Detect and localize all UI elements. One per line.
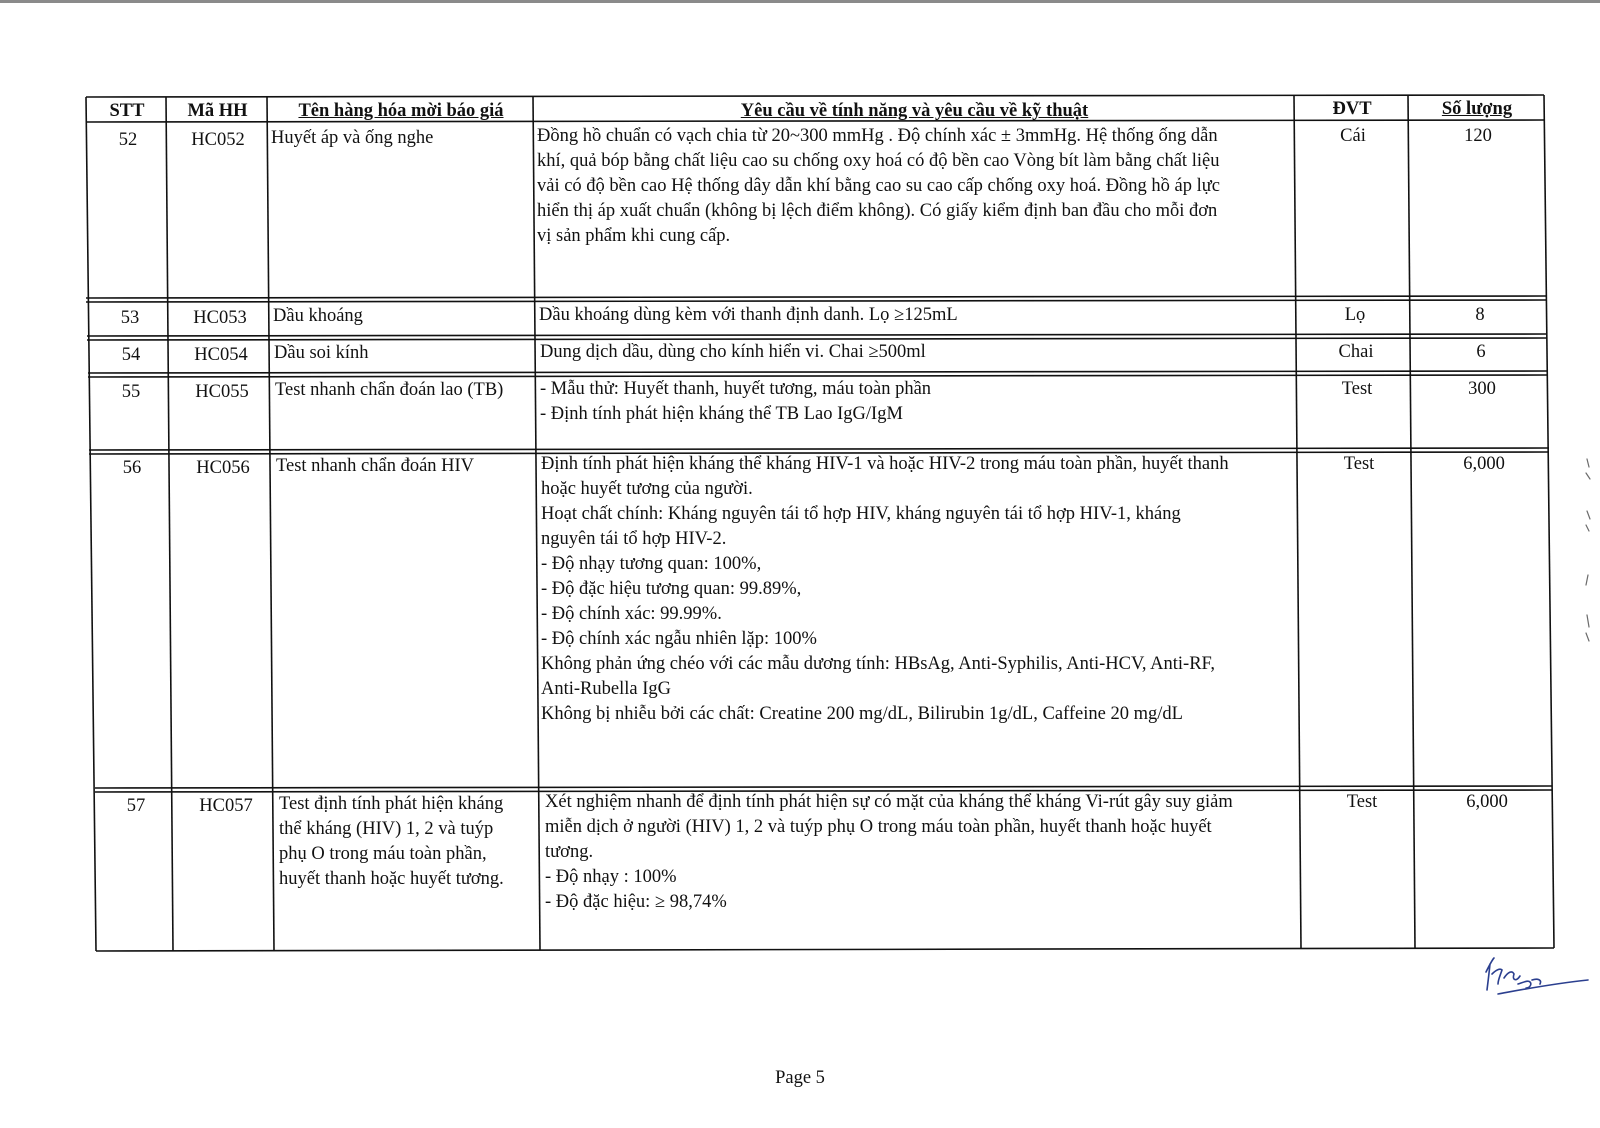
row-56-name bbox=[276, 454, 474, 479]
row-57-name-line-3: phụ O trong máu toàn phần, bbox=[279, 844, 487, 864]
row-56-req-line-5: - Độ nhạy tương quan: 100%, bbox=[541, 554, 762, 574]
row-53-stt: 53 bbox=[120, 308, 140, 328]
row-54-quantity: 6 bbox=[1476, 342, 1486, 362]
row-54-req-line-1: Dung dịch dầu, dùng cho kính hiển vi. Chai ≥500ml bbox=[540, 342, 926, 362]
row-52-unit: Cái bbox=[1340, 126, 1366, 146]
row-54-code: HC054 bbox=[194, 345, 248, 365]
row-56-stt: 56 bbox=[122, 458, 142, 478]
row-52-req-line-5: vị sản phẩm khi cung cấp. bbox=[537, 226, 731, 246]
row-57-unit: Test bbox=[1346, 792, 1378, 812]
row-56-code: HC056 bbox=[196, 458, 250, 478]
row-56-req-line-9: Không phản ứng chéo với các mẫu dương tính: HBsAg, Anti-Syphilis, Anti-HCV, Anti-RF, bbox=[541, 654, 1215, 674]
row-55-req-line-1: - Mẫu thử: Huyết thanh, huyết tương, máu toàn phần bbox=[540, 379, 932, 399]
row-56-req-line-3: Hoạt chất chính: Kháng nguyên tái tổ hợp HIV, kháng nguyên tái tổ hợp HIV-1, kháng bbox=[541, 504, 1181, 524]
margin-annotation-marks-icon bbox=[1578, 455, 1596, 645]
row-56-name-line: Test nhanh chẩn đoán HIV bbox=[276, 456, 475, 476]
row-57-quantity: 6,000 bbox=[1466, 792, 1508, 812]
row-56-unit: Test bbox=[1343, 454, 1375, 474]
row-52-req-line-3: vải có độ bền cao Hệ thống dây dẫn khí bằng cao su cao cấp chống oxy hoá. Đồng hồ áp lực bbox=[537, 176, 1221, 196]
row-57-req-line-2: miễn dịch ở người (HIV) 1, 2 và tuýp phụ O trong máu toàn phần, huyết thanh hoặc huyết bbox=[545, 817, 1212, 837]
row-53-requirements bbox=[539, 303, 958, 328]
row-54-name-line: Dầu soi kính bbox=[274, 343, 369, 363]
row-56-req-line-10: Anti-Rubella IgG bbox=[541, 679, 671, 699]
row-56-req-line-6: - Độ đặc hiệu tương quan: 99.89%, bbox=[541, 579, 802, 599]
row-52-req-line-1: Đồng hồ chuẩn có vạch chia từ 20~300 mmHg . Độ chính xác ± 3mmHg. Hệ thống ống dẫn bbox=[537, 126, 1218, 146]
row-55-quantity: 300 bbox=[1468, 379, 1496, 399]
row-55-unit: Test bbox=[1341, 379, 1373, 399]
handwritten-signature-icon bbox=[1480, 950, 1590, 998]
row-53-unit: Lọ bbox=[1344, 305, 1366, 325]
row-52-name bbox=[271, 126, 433, 151]
header-stt: STT bbox=[109, 101, 145, 121]
row-57-stt: 57 bbox=[126, 796, 146, 816]
row-52-name-line: Huyết áp và ống nghe bbox=[271, 128, 434, 148]
row-52-quantity: 120 bbox=[1464, 126, 1492, 146]
row-57-name-line-4: huyết thanh hoặc huyết tương. bbox=[279, 869, 504, 889]
row-57-requirements bbox=[545, 790, 1233, 915]
row-53-code: HC053 bbox=[193, 308, 247, 328]
row-54-requirements bbox=[540, 340, 926, 365]
row-53-req-line-1: Dầu khoáng dùng kèm với thanh định danh. Lọ ≥125mL bbox=[539, 305, 958, 325]
header-requirements: Yêu cầu về tính năng và yêu cầu về kỹ thuật bbox=[740, 101, 1089, 121]
row-54-name bbox=[274, 341, 369, 366]
row-55-stt: 55 bbox=[121, 382, 141, 402]
row-56-req-line-2: hoặc huyết tương của người. bbox=[541, 479, 753, 499]
row-56-req-line-11: Không bị nhiễu bởi các chất: Creatine 200 mg/dL, Bilirubin 1g/dL, Caffeine 20 mg/dL bbox=[541, 704, 1183, 724]
row-52-code: HC052 bbox=[191, 130, 245, 150]
row-56-requirements bbox=[541, 452, 1229, 727]
row-52-req-line-2: khí, quả bóp bằng chất liệu cao su chống oxy hoá có độ bền cao Vòng bít làm bằng chất liệu bbox=[537, 151, 1220, 171]
row-57-name bbox=[279, 792, 504, 892]
row-57-name-line-1: Test định tính phát hiện kháng bbox=[279, 794, 504, 814]
row-57-req-line-1: Xét nghiệm nhanh để định tính phát hiện sự có mặt của kháng thể kháng Vi-rút gây suy giảm bbox=[545, 792, 1233, 812]
row-56-req-line-1: Định tính phát hiện kháng thể kháng HIV-1 và hoặc HIV-2 trong máu toàn phần, huyết thanh bbox=[541, 454, 1229, 474]
row-53-name-line: Dầu khoáng bbox=[273, 306, 363, 326]
row-56-req-line-8: - Độ chính xác ngẫu nhiên lặp: 100% bbox=[541, 629, 817, 649]
row-55-requirements bbox=[540, 377, 931, 427]
row-57-req-line-4: - Độ nhạy : 100% bbox=[545, 867, 677, 887]
row-55-name-line: Test nhanh chẩn đoán lao (TB) bbox=[275, 380, 504, 400]
header-name: Tên hàng hóa mời báo giá bbox=[298, 101, 504, 121]
row-57-req-line-5: - Độ đặc hiệu: ≥ 98,74% bbox=[545, 892, 727, 912]
row-55-req-line-2: - Định tính phát hiện kháng thể TB Lao IgG/IgM bbox=[540, 404, 903, 424]
header-unit: ĐVT bbox=[1332, 99, 1372, 119]
header-quantity: Số lượng bbox=[1441, 99, 1513, 119]
page-number: Page 5 bbox=[775, 1068, 825, 1088]
row-54-stt: 54 bbox=[121, 345, 141, 365]
row-56-quantity: 6,000 bbox=[1463, 454, 1505, 474]
header-code: Mã HH bbox=[187, 101, 248, 121]
row-56-req-line-7: - Độ chính xác: 99.99%. bbox=[541, 604, 722, 624]
row-52-requirements bbox=[537, 124, 1220, 249]
row-57-code: HC057 bbox=[199, 796, 253, 816]
row-56-req-line-4: nguyên tái tổ hợp HIV-2. bbox=[541, 529, 727, 549]
row-52-stt: 52 bbox=[118, 130, 138, 150]
row-52-req-line-4: hiển thị áp xuất chuẩn (không bị lệch điểm không). Có giấy kiểm định ban đầu cho mỗi đơn bbox=[537, 201, 1218, 221]
row-57-req-line-3: tương. bbox=[545, 842, 594, 862]
row-53-quantity: 8 bbox=[1475, 305, 1485, 325]
row-54-unit: Chai bbox=[1338, 342, 1374, 362]
row-53-name bbox=[273, 304, 363, 329]
row-55-code: HC055 bbox=[195, 382, 249, 402]
row-55-name bbox=[275, 378, 503, 403]
row-57-name-line-2: thể kháng (HIV) 1, 2 và tuýp bbox=[279, 819, 494, 839]
